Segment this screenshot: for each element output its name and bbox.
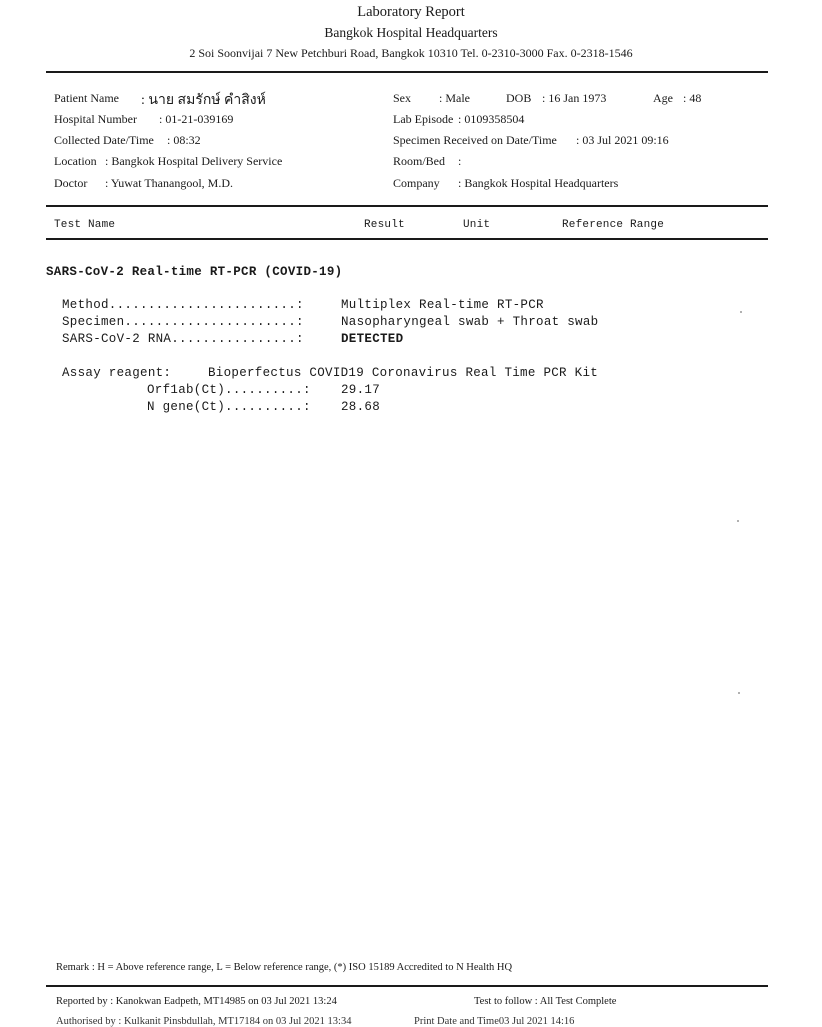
remark-text: Remark : H = Above reference range, L = Below reference range, (*) ISO 15189 Accredited to N Health HQ — [56, 962, 513, 973]
orf1ab-ct-value: 29.17 — [341, 383, 381, 397]
dob-value: : 16 Jan 1973 — [542, 91, 607, 105]
test-section-title: SARS-CoV-2 Real-time RT-PCR (COVID-19) — [46, 265, 343, 279]
sex-value: : Male — [439, 91, 470, 105]
col-reference-range: Reference Range — [562, 219, 665, 231]
assay-reagent-label: Assay reagent: — [62, 366, 172, 380]
test-to-follow: Test to follow : All Test Complete — [474, 996, 617, 1007]
method-label: Method........................: — [62, 298, 304, 312]
assay-reagent-value: Bioperfectus COVID19 Coronavirus Real Time PCR Kit — [208, 366, 599, 380]
doctor-label: Doctor — [54, 176, 88, 190]
n-gene-ct-label: N gene(Ct)..........: — [147, 400, 311, 414]
hospital-address: 2 Soi Soonvijai 7 New Petchburi Road, Bangkok 10310 Tel. 0-2310-3000 Fax. 0-2318-1546 — [189, 46, 633, 60]
col-unit: Unit — [463, 219, 491, 231]
specimen-received-value: : 03 Jul 2021 09:16 — [576, 133, 669, 147]
rna-result-value: DETECTED — [341, 332, 404, 346]
scan-speck — [740, 311, 742, 313]
doctor-value: : Yuwat Thanangool, M.D. — [105, 176, 233, 190]
col-result: Result — [364, 219, 405, 231]
print-date-time: Print Date and Time03 Jul 2021 14:16 — [414, 1016, 575, 1027]
authorised-by: Authorised by : Kulkanit Pinsbdullah, MT17184 on 03 Jul 2021 13:34 — [56, 1016, 352, 1027]
lab-episode-value: : 0109358504 — [458, 112, 525, 126]
info-divider — [46, 205, 768, 207]
reported-by: Reported by : Kanokwan Eadpeth, MT14985 on 03 Jul 2021 13:24 — [56, 996, 337, 1007]
header-divider — [46, 71, 768, 73]
footer-divider — [46, 985, 768, 987]
hospital-number-value: : 01-21-039169 — [159, 112, 234, 126]
scan-speck — [738, 692, 740, 694]
collected-label: Collected Date/Time — [54, 133, 154, 147]
col-test-name: Test Name — [54, 219, 116, 231]
age-label: Age — [653, 91, 673, 105]
lab-episode-label: Lab Episode — [393, 112, 454, 126]
hospital-number-label: Hospital Number — [54, 112, 137, 126]
specimen-label: Specimen......................: — [62, 315, 304, 329]
hospital-name: Bangkok Hospital Headquarters — [324, 25, 498, 40]
location-value: : Bangkok Hospital Delivery Service — [105, 154, 283, 168]
patient-name-value: : นาย สมรักษ์ คำสิงห์ — [141, 93, 266, 108]
patient-name-label: Patient Name — [54, 91, 119, 105]
location-label: Location — [54, 154, 97, 168]
company-label: Company — [393, 176, 440, 190]
rna-label: SARS-CoV-2 RNA................: — [62, 332, 304, 346]
orf1ab-ct-label: Orf1ab(Ct)..........: — [147, 383, 311, 397]
dob-label: DOB — [506, 91, 532, 105]
specimen-received-label: Specimen Received on Date/Time — [393, 133, 557, 147]
column-header-divider — [46, 238, 768, 240]
collected-value: : 08:32 — [167, 133, 201, 147]
company-value: : Bangkok Hospital Headquarters — [458, 176, 619, 190]
report-title: Laboratory Report — [357, 4, 465, 20]
room-bed-label: Room/Bed — [393, 154, 446, 168]
room-bed-value: : — [458, 154, 462, 168]
age-value: : 48 — [683, 91, 702, 105]
method-value: Multiplex Real-time RT-PCR — [341, 298, 544, 312]
specimen-value: Nasopharyngeal swab + Throat swab — [341, 315, 599, 329]
scan-speck — [737, 520, 739, 522]
sex-label: Sex — [393, 91, 411, 105]
n-gene-ct-value: 28.68 — [341, 400, 381, 414]
